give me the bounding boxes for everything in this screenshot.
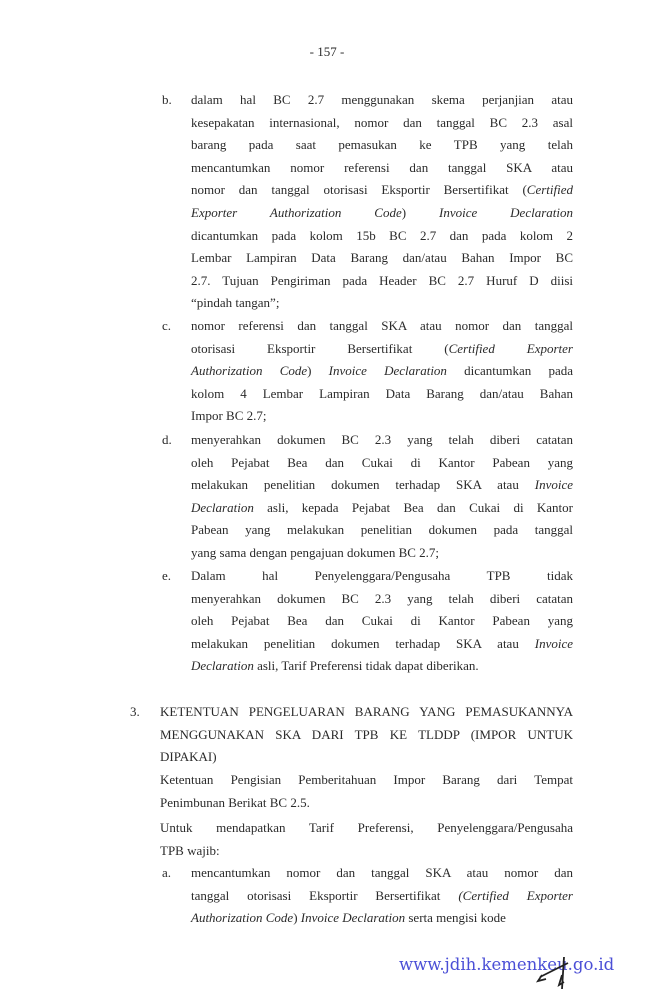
text-line — [160, 817, 573, 840]
list-marker: b. — [162, 92, 172, 107]
text-line — [191, 292, 573, 315]
text-line — [191, 885, 573, 908]
text: dicantumkan pada kolom 15b BC 2.7 dan pada kolom 2 — [191, 227, 573, 243]
text: ) — [307, 363, 329, 379]
list-item-c — [191, 315, 573, 428]
list-marker: c. — [162, 318, 172, 333]
italic-text: Authorization Code — [191, 910, 294, 926]
list-item-b — [191, 89, 573, 315]
text-line — [160, 792, 573, 815]
text: Impor BC 2.7; — [191, 408, 267, 424]
text-line — [191, 429, 573, 452]
text: tanggal otorisasi Eksportir Bersertifikat — [191, 887, 459, 903]
text: Dalam hal Penyelenggara/Pengusaha TPB tidak — [191, 568, 573, 583]
list-item-a — [191, 862, 573, 930]
paragraph — [160, 769, 573, 814]
italic-text: Invoice Declaration — [328, 363, 447, 379]
text: nomor dan tanggal otorisasi Eksportir Bersertifikat ( — [191, 182, 527, 198]
italic-text: Declaration — [191, 658, 254, 674]
text-line — [191, 588, 573, 611]
text: oleh Pejabat Bea dan Cukai di Kantor Pabean yang — [191, 454, 573, 470]
text: kesepakatan internasional, nomor dan tanggal BC 2.3 asal — [191, 114, 573, 130]
text: mencantumkan nomor referensi dan tanggal SKA atau — [191, 159, 573, 175]
text: ) — [293, 910, 301, 926]
list-marker: 3. — [130, 704, 140, 719]
text: TPB wajib: — [160, 842, 220, 858]
italic-text: Authorization Code — [191, 363, 308, 379]
list-item-3 — [160, 701, 573, 769]
text: serta mengisi kode — [405, 910, 506, 926]
text-line — [191, 383, 573, 406]
text: Ketentuan Pengisian Pemberitahuan Impor Barang dari Tempat — [160, 772, 573, 787]
text-line — [191, 338, 573, 361]
text: oleh Pejabat Bea dan Cukai di Kantor Pabean yang — [191, 613, 573, 629]
text-line — [191, 655, 573, 678]
text-line — [160, 769, 573, 792]
text-line — [191, 862, 573, 885]
text: ) — [401, 204, 439, 220]
text-line — [191, 519, 573, 542]
text: Lembar Lampiran Data Barang dan/atau Bahan Impor BC — [191, 250, 573, 266]
text-line — [191, 315, 573, 338]
text-line — [191, 179, 573, 202]
watermark-url[interactable]: www.jdih.kemenkeu.go.id — [399, 955, 615, 974]
signature-mark — [520, 955, 580, 995]
text-line — [160, 746, 573, 769]
italic-text: Certified Exporter — [448, 340, 573, 356]
text-line — [191, 405, 573, 428]
text: mencantumkan nomor dan tanggal SKA atau nomor dan — [191, 865, 573, 880]
text-line — [191, 497, 573, 520]
text-line — [191, 452, 573, 475]
text-line — [191, 270, 573, 293]
text: dicantumkan pada — [446, 363, 573, 379]
text: Penimbunan Berikat BC 2.5. — [160, 794, 310, 810]
text: KETENTUAN PENGELUARAN BARANG YANG PEMASUKANNYA — [160, 704, 573, 719]
italic-text: Declaration — [191, 499, 254, 515]
text-line — [191, 89, 573, 112]
text: DIPAKAI) — [160, 749, 217, 765]
text: barang pada saat pemasukan ke TPB yang telah — [191, 137, 573, 153]
italic-text: Certified — [526, 182, 573, 198]
text-line — [191, 157, 573, 180]
list-marker: d. — [162, 432, 172, 447]
text: MENGGUNAKAN SKA DARI TPB KE TLDDP (IMPOR UNTUK — [160, 726, 573, 742]
text-line — [191, 202, 573, 225]
text: menyerahkan dokumen BC 2.3 yang telah diberi catatan — [191, 432, 573, 447]
text: melakukan penelitian dokumen terhadap SKA atau — [191, 477, 535, 493]
italic-text: Invoice Declaration — [300, 910, 406, 926]
text: nomor referensi dan tanggal SKA atau nomor dan tanggal — [191, 318, 573, 333]
italic-text: Invoice Declaration — [439, 204, 573, 220]
text-line — [191, 360, 573, 383]
text-line — [191, 633, 573, 656]
list-item-e — [191, 565, 573, 678]
list-marker: a. — [162, 865, 172, 880]
text-line — [160, 701, 573, 724]
text: asli, Tarif Preferensi tidak dapat diberikan. — [253, 658, 479, 674]
text: yang sama dengan pengajuan dokumen BC 2.7; — [191, 544, 440, 560]
text-line — [191, 247, 573, 270]
italic-text: (Certified Exporter — [458, 887, 573, 903]
text: “pindah tangan”; — [191, 295, 280, 311]
text: melakukan penelitian dokumen terhadap SKA atau — [191, 635, 535, 651]
text-line — [191, 565, 573, 588]
page-number: - 157 - — [309, 44, 345, 59]
text-line — [191, 225, 573, 248]
italic-text: Invoice — [534, 477, 573, 493]
text-line — [160, 724, 573, 747]
text-line — [191, 112, 573, 135]
text-line — [191, 134, 573, 157]
text: 2.7. Tujuan Pengiriman pada Header BC 2.7 Huruf D diisi — [191, 272, 573, 288]
text: otorisasi Eksportir Bersertifikat ( — [191, 340, 449, 356]
italic-text: Exporter Authorization Code — [191, 204, 402, 220]
text-line — [160, 840, 573, 863]
text: kolom 4 Lembar Lampiran Data Barang dan/atau Bahan — [191, 385, 573, 401]
italic-text: Invoice — [534, 635, 573, 651]
text-line — [191, 474, 573, 497]
text: Untuk mendapatkan Tarif Preferensi, Penyelenggara/Pengusaha — [160, 820, 573, 835]
text: dalam hal BC 2.7 menggunakan skema perjanjian atau — [191, 92, 573, 107]
list-item-d — [191, 429, 573, 565]
list-marker: e. — [162, 568, 172, 583]
text: Pabean yang melakukan penelitian dokumen pada tanggal — [191, 522, 573, 538]
text: menyerahkan dokumen BC 2.3 yang telah diberi catatan — [191, 590, 573, 606]
text-line — [191, 610, 573, 633]
paragraph — [160, 817, 573, 862]
text-line — [191, 542, 573, 565]
text-line — [191, 907, 573, 930]
text: asli, kepada Pejabat Bea dan Cukai di Kantor — [253, 499, 573, 515]
